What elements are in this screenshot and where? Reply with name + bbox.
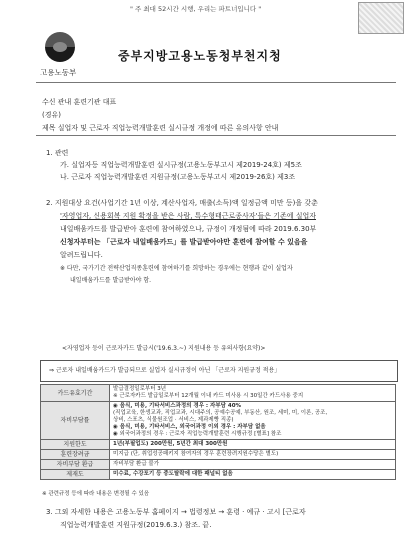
table-cell: ◉ 음식, 미용, 기타서비스과정의 경우 : 자부담 40% (직업교육, 한생교과, 직업교과, 시대주의, 공예수공예, 부동산, 원조, 세미, 미, 이론, 공조, 상비, 스포츠, 식물원조업 · 서비스, 제과제빵 직종) ◉ 음식, 미용, 기타서비스, 외국어과정 이외 경우 : 자부담 없음 ◉ 외국어과정의 경우 : 근로자 직업능력개발훈련 시행규정 [별표] 참조 [110, 402, 396, 440]
table-row [41, 460, 396, 470]
table-row [41, 385, 396, 402]
table-cell: 자비부담 환급 불가 [110, 460, 396, 470]
ministry-name: 고용노동부 [40, 68, 77, 77]
summary-heading: <자영업자 등이 근로자카드 발급시('19.6.3.~) 지원내용 등 유의사항(요약)> [62, 345, 266, 352]
section-3-line-2: 직업능력개발훈련 지원규정(2019.6.3.) 참조. 끝. [60, 521, 212, 529]
table-cell: 1년(부필업도) 200만원, 5년간 최대 300만원 [110, 440, 396, 450]
table-header-cell: 자비부담률 [41, 402, 110, 440]
table-row [41, 440, 396, 450]
section-2-para-line-3: 내일배움카드를 발급받아 훈련에 참여하였으나, 규정이 개정됨에 따라 2019.6.30부 [60, 225, 317, 233]
subject-line: 제목 실업자 및 근로자 직업능력개발훈련 실시규정 개정에 따른 유의사항 안내 [42, 124, 279, 132]
government-logo [45, 32, 75, 62]
table-row [41, 402, 396, 440]
table-row [41, 470, 396, 480]
section-2-para-line-5: 알려드립니다. [60, 251, 103, 259]
section-1-title: 1. 관련 [46, 149, 69, 157]
table-footnote: ※ 관련규정 등에 따라 내용은 변경될 수 있음 [42, 491, 150, 497]
table-header-cell: 훈련장려금 [41, 450, 110, 460]
section-2-para-line-4: 신청자부터는 「근로자 내일배움카드」를 발급받아야만 훈련에 참여할 수 있음을 [60, 238, 308, 246]
table-header-cell: 제재도 [41, 470, 110, 480]
section-1-item-a: 가. 실업자등 직업능력개발훈련 실시규정(고용노동부고시 제2019-24호) 제5조 [60, 161, 302, 169]
table-cell: 미수료, 수강포기 등 중도탈락에 대한 패널티 없음 [110, 470, 396, 480]
table-row [41, 450, 396, 460]
summary-box [40, 360, 398, 382]
summary-line: ⇒ 근로자 내일배움카드가 발급되므로 실업자 실시규정이 아닌 「근로자 지원규정 적용」 [49, 367, 281, 374]
via-line: (경유) [42, 111, 61, 119]
section-2-note-line-2: 내일배움카드를 발급받아야 함. [70, 277, 152, 284]
table-header-cell: 지원한도 [41, 440, 110, 450]
recipient-line: 수신 관내 훈련기관 대표 [42, 98, 117, 106]
official-stamp [358, 2, 404, 34]
section-1-item-b: 나. 근로자 직업능력개발훈련 지원규정(고용노동부고시 제2019-26호) 제3조 [60, 173, 296, 181]
table-header-cell: 자비부담 환급 [41, 460, 110, 470]
subject-divider [36, 135, 396, 136]
table-cell: 미지급 (단, 취업성공패키지 참여자의 경우 훈련장려지원수당은 별도) [110, 450, 396, 460]
section-2-para-line-2: '자영업자, 신용회복 지원 확정을 받은 사람, 특수형태근로종사자'들은 기존에 실업자 [60, 212, 317, 220]
section-3-line-1: 3. 그외 자세한 내용은 고용노동부 홈페이지 → 법령정보 → 훈령 · 예규 · 고시 [근로자 [46, 508, 306, 516]
section-2-para-line-1: 2. 지원대상 요건(사업기간 1년 이상, 계산사업자, 매출(소득)액 일정금액 미만 등)을 갖춘 [46, 199, 318, 207]
document-title: 중부지방고용노동청부천지청 [118, 49, 282, 63]
table-header-cell: 카드유효기간 [41, 385, 110, 402]
section-2-note-line-1: ※ 다만, 국가기간 전략산업직종훈련에 참여하기를 희망하는 경우에는 현행과 같이 실업자 [60, 265, 293, 272]
table-cell: 발급결정일로부터 3년 ※ 근로자카드 발급일로부터 12개월 이내 카드 미사용 시 30일간 카드사용 중지 [110, 385, 396, 402]
header-divider [36, 82, 396, 83]
support-table [40, 384, 396, 480]
slogan-text: " 주 최대 52시간 시행, 우리는 파트너입니다 " [130, 5, 262, 13]
